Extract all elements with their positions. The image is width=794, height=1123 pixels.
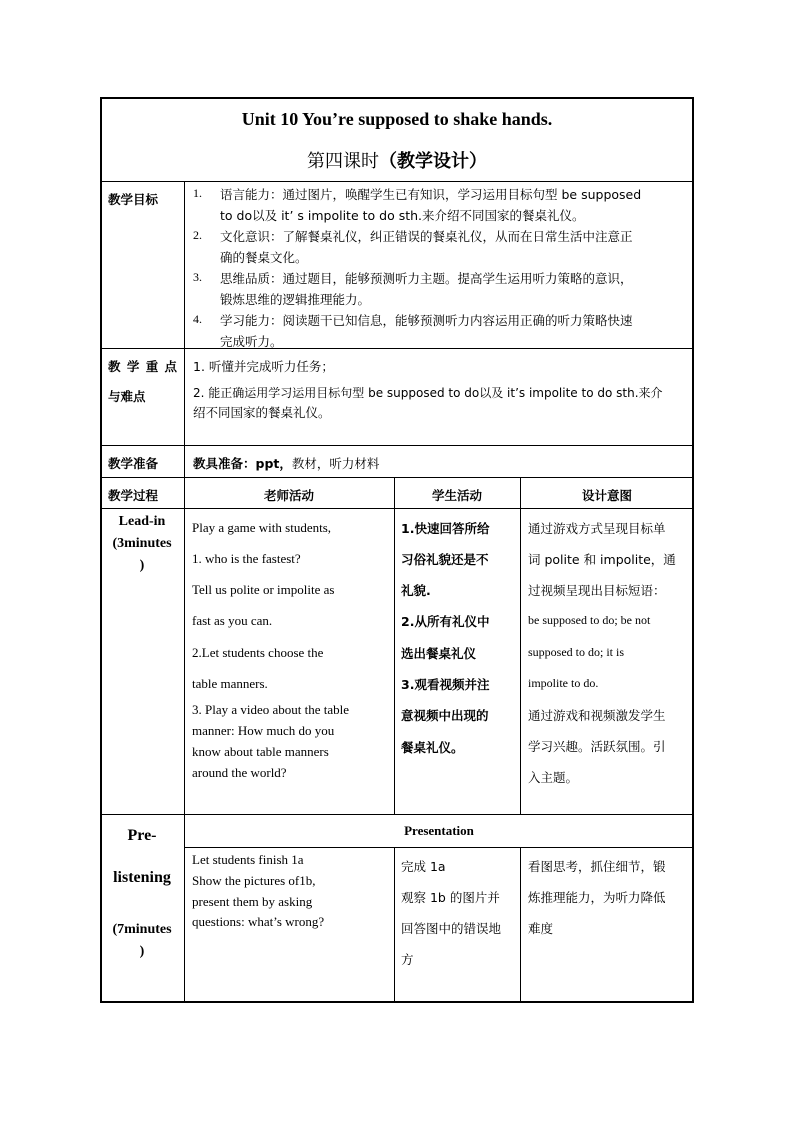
leadin-intent-line: 学习兴趣。活跃氛围。引 (528, 739, 666, 754)
document-subtitle (100, 147, 694, 173)
leadin-student-line: 意视频中出现的 (401, 708, 489, 723)
student-activity-header: 学生活动 (431, 488, 482, 503)
objectives-label: 教学目标 (108, 192, 159, 207)
prelistening-stage-line: Pre- (127, 827, 157, 844)
leadin-stage-line: (3minutes (112, 536, 172, 551)
leadin-student-line: 3.观看视频并注 (401, 677, 490, 692)
document-title: Unit 10 You’re supposed to shake hands. (241, 109, 553, 129)
prelistening-intent-line: 难度 (528, 921, 554, 936)
rule-after-process-header (100, 508, 694, 509)
prelistening-student-line: 完成 1a (401, 859, 446, 874)
prep-value (193, 454, 379, 472)
prelistening-student-line: 方 (401, 952, 414, 967)
leadin-teacher-line: 3. Play a video about the table (192, 702, 350, 717)
objective-line: 完成听力。 (220, 334, 283, 349)
objective-num: 2. (193, 228, 202, 242)
teacher-column-rule-a (394, 477, 395, 814)
prelistening-teacher-line: present them by asking (192, 894, 313, 909)
leadin-student-line: 1.快速回答所给 (401, 521, 490, 536)
leadin-intent-line: 通过游戏方式呈现目标单 (528, 521, 666, 536)
objective-line: 确的餐桌文化。 (220, 250, 308, 265)
leadin-stage-line: ) (139, 558, 145, 573)
rule-after-objectives (100, 348, 694, 349)
keypoints-label-line2: 与难点 (108, 389, 146, 404)
objective-line: 语言能力：通过图片，唤醒学生已有知识，学习运用目标句型 be supposed (220, 187, 642, 202)
teacher-activity-header: 老师活动 (263, 488, 314, 503)
leadin-intent-line: 通过游戏和视频激发学生 (528, 708, 666, 723)
prep-value-bold: 教具准备：ppt， (193, 456, 292, 471)
prep-value-rest: 教材，听力材料 (291, 456, 380, 471)
prelistening-stage-line: ) (139, 944, 145, 959)
leadin-stage-line: Lead-in (118, 514, 166, 529)
keypoint-line: 2. 能正确运用学习运用目标句型 be supposed to do以及 it’s impolite to do sth.来介 (193, 386, 663, 400)
objective-line: 思维品质：通过题目，能够预测听力主题。提高学生运用听力策略的意识， (220, 271, 633, 286)
leadin-teacher-line: 1. who is the fastest? (192, 551, 301, 566)
leadin-student-line: 2.从所有礼仪中 (401, 614, 490, 629)
objective-num: 3. (193, 270, 202, 284)
presentation-heading: Presentation (404, 823, 474, 838)
objective-line: 文化意识：了解餐桌礼仪，纠正错误的餐桌礼仪，从而在日常生活中注意正 (220, 229, 633, 244)
prelistening-teacher-line: questions: what’s wrong? (192, 914, 325, 929)
prelistening-student-line: 观察 1b 的图片并 (401, 890, 500, 905)
rule-after-leadin (100, 814, 694, 815)
prelistening-stage-line: (7minutes (112, 922, 172, 937)
rule-after-header (100, 181, 694, 182)
prelistening-teacher-line: Show the pictures of1b, (192, 873, 316, 888)
leadin-teacher-line: around the world? (192, 765, 287, 780)
rule-after-prep (100, 477, 694, 478)
rule-after-presentation (184, 847, 694, 848)
objective-num: 1. (193, 186, 202, 200)
leadin-teacher-line: Tell us polite or impolite as (192, 582, 335, 597)
leadin-teacher-line: table manners. (192, 676, 268, 691)
teacher-column-rule-b (394, 847, 395, 1003)
design-intent-header: 设计意图 (581, 488, 632, 503)
leadin-teacher-line: know about table manners (192, 744, 329, 759)
keypoints-label-line1: 教 学 重 点 (108, 359, 179, 374)
prelistening-intent-line: 炼推理能力，为听力降低 (528, 890, 666, 905)
leadin-student-line: 习俗礼貌还是不 (401, 552, 489, 567)
student-column-rule-a (520, 477, 521, 814)
leadin-intent-line: 词 polite 和 impolite，通 (528, 552, 676, 567)
leadin-intent-line: impolite to do. (528, 676, 599, 690)
leadin-teacher-line: manner: How much do you (192, 723, 335, 738)
keypoint-line: 1. 听懂并完成听力任务； (193, 359, 334, 374)
leadin-intent-line: 入主题。 (528, 770, 579, 785)
leadin-student-line: 选出餐桌礼仪 (401, 646, 477, 661)
rule-after-keypoints (100, 445, 694, 446)
leadin-teacher-line: fast as you can. (192, 613, 273, 628)
prelistening-student-line: 回答图中的错误地 (401, 921, 502, 936)
objective-line: 学习能力：阅读题干已知信息，能够预测听力内容运用正确的听力策略快速 (220, 313, 633, 328)
prelistening-stage-line: listening (113, 869, 171, 886)
leadin-teacher-line: Play a game with students, (192, 520, 332, 535)
leadin-intent-line: be supposed to do; be not (528, 613, 651, 627)
leadin-intent-line: 过视频呈现出目标短语： (528, 583, 666, 598)
process-label: 教学过程 (108, 488, 159, 503)
prep-label: 教学准备 (108, 456, 159, 471)
leadin-teacher-line: 2.Let students choose the (192, 645, 324, 660)
prelistening-intent-line: 看图思考，抓住细节，锻 (528, 859, 666, 874)
objective-line: 锻炼思维的逻辑推理能力。 (220, 292, 371, 307)
subtitle-paren: （教学设计） (379, 151, 487, 172)
subtitle-main: 第四课时 (307, 151, 379, 172)
prelistening-teacher-line: Let students finish 1a (192, 852, 304, 867)
student-column-rule-b (520, 847, 521, 1003)
keypoint-line: 绍不同国家的餐桌礼仪。 (193, 405, 331, 420)
label-column-rule (184, 181, 185, 1003)
leadin-student-line: 餐桌礼仪。 (401, 740, 464, 755)
leadin-intent-line: supposed to do; it is (528, 645, 625, 659)
objective-num: 4. (193, 312, 202, 326)
objective-line: to do以及 it’ s impolite to do sth.来介绍不同国家的餐桌礼仪。 (220, 208, 585, 223)
leadin-student-line: 礼貌. (401, 583, 431, 598)
